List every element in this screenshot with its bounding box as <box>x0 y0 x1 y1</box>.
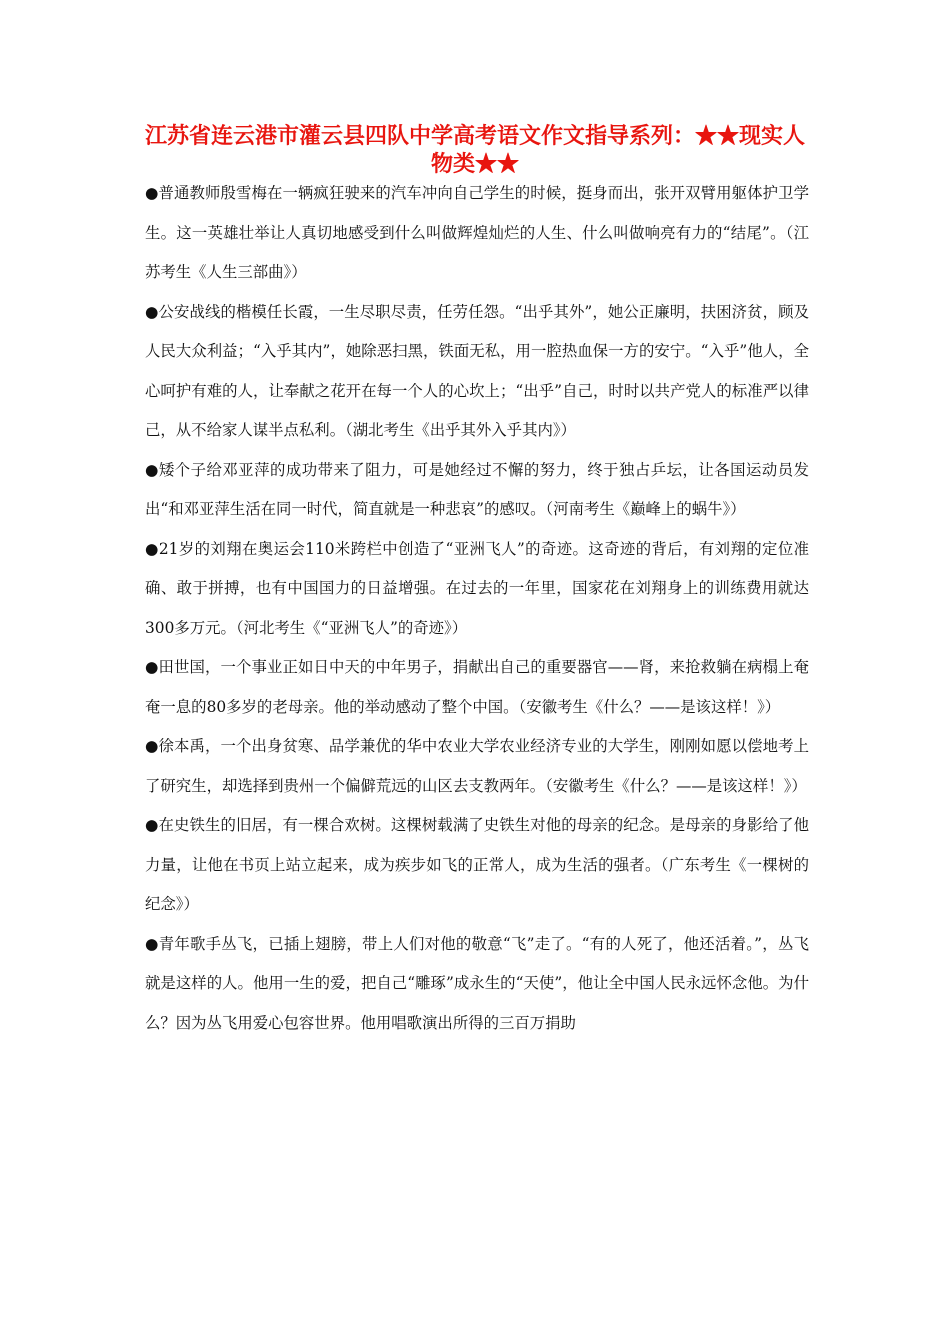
paragraph-text: 徐本禹，一个出身贫寒、品学兼优的华中农业大学农业经济专业的大学生，刚刚如愿以偿地考上了研究生，却选择到贵州一个偏僻荒远的山区去支教两年。（安徽考生《什么？——是该这样！》） <box>145 737 809 795</box>
bullet-icon: ● <box>145 460 159 479</box>
paragraph-text: 21岁的刘翔在奥运会110米跨栏中创造了“亚洲飞人”的奇迹。这奇迹的背后，有刘翔的定位准确、敢于拼搏，也有中国国力的日益增强。在过去的一年里，国家花在刘翔身上的训练费用就达300多万元。（河北考生《“亚洲飞人”的奇迹》） <box>145 539 809 637</box>
paragraph-text: 矮个子给邓亚萍的成功带来了阻力，可是她经过不懈的努力，终于独占乒坛，让各国运动员发出“和邓亚萍生活在同一时代，简直就是一种悲哀”的感叹。（河南考生《巅峰上的蜗牛》） <box>145 460 809 518</box>
paragraph-text: 公安战线的楷模任长霞，一生尽职尽责，任劳任怨。“出乎其外”，她公正廉明，扶困济贫，顾及人民大众利益；“入乎其内”，她除恶扫黑，铁面无私，用一腔热血保一方的安宁。“入乎”他人，全心呵护有难的人，让奉献之花开在每一个人的心坎上；“出乎”自己，时时以共产党人的标准严以律己，从不给家人谋半点私利。（湖北考生《出乎其外入乎其内》） <box>145 302 809 439</box>
paragraph-1 <box>145 174 809 293</box>
paragraph-4 <box>145 530 809 649</box>
document-body <box>145 174 809 1043</box>
paragraph-6 <box>145 727 809 806</box>
bullet-icon: ● <box>145 934 159 953</box>
document-title: 江苏省连云港市灌云县四队中学高考语文作文指导系列：★★现实人物类★★ <box>144 123 805 177</box>
bullet-icon: ● <box>145 539 159 558</box>
bullet-icon: ● <box>145 816 159 834</box>
paragraph-7 <box>145 806 809 925</box>
paragraph-text: 在史铁生的旧居，有一棵合欢树。这棵树载满了史铁生对他的母亲的纪念。是母亲的身影给了他力量，让他在书页上站立起来，成为疾步如飞的正常人，成为生活的强者。（广东考生《一棵树的纪念》） <box>145 816 809 913</box>
paragraph-text: 田世国，一个事业正如日中天的中年男子，捐献出自己的重要器官——肾，来抢救躺在病榻上奄奄一息的80多岁的老母亲。他的举动感动了整个中国。（安徽考生《什么？——是该这样！》） <box>145 658 809 716</box>
paragraph-text: 普通教师殷雪梅在一辆疯狂驶来的汽车冲向自己学生的时候，挺身而出，张开双臂用躯体护卫学生。这一英雄壮举让人真切地感受到什么叫做辉煌灿烂的人生、什么叫做响亮有力的“结尾”。（江苏考生《人生三部曲》） <box>145 184 809 281</box>
paragraph-text: 青年歌手丛飞，已插上翅膀，带上人们对他的敬意“飞”走了。“有的人死了，他还活着。”，丛飞就是这样的人。他用一生的爱，把自己“雕琢”成永生的“天使”，他让全中国人民永远怀念他。为什么？因为丛飞用爱心包容世界。他用唱歌演出所得的三百万捐助 <box>145 934 809 1032</box>
bullet-icon: ● <box>145 737 159 755</box>
paragraph-8 <box>145 925 809 1044</box>
bullet-icon: ● <box>145 658 159 676</box>
bullet-icon: ● <box>145 184 159 202</box>
bullet-icon: ● <box>145 302 159 321</box>
paragraph-2 <box>145 293 809 451</box>
paragraph-5 <box>145 648 809 727</box>
paragraph-3 <box>145 451 809 530</box>
